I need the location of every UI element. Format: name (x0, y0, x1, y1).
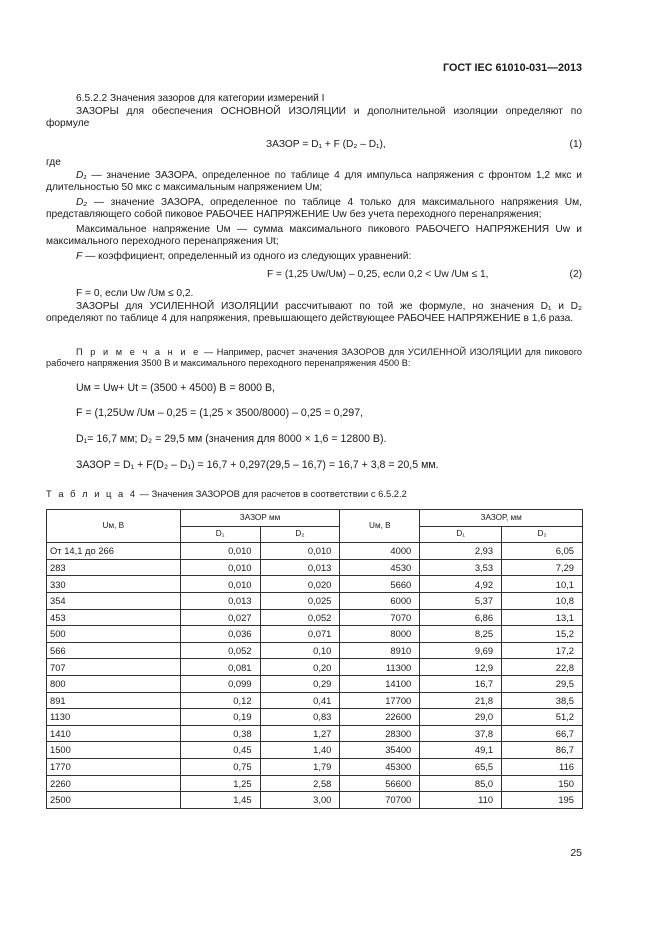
table-cell: 2500 (47, 792, 181, 809)
header-um-2: Uм, В (340, 510, 420, 543)
table-cell: 14100 (340, 675, 420, 692)
clearance-table (46, 509, 583, 809)
table-row (47, 592, 583, 609)
table-cell: 195 (502, 792, 583, 809)
table-cell: 70700 (340, 792, 420, 809)
table-row (47, 758, 583, 775)
table-cell: 21,8 (420, 692, 502, 709)
formula-3: F = 0, если Uw /Uм ≤ 0,2. (76, 288, 194, 299)
table-cell: 0,025 (260, 592, 340, 609)
table-cell: 6,05 (502, 543, 583, 560)
table-cell: 4000 (340, 543, 420, 560)
table-cell: 891 (47, 692, 181, 709)
table-cell: 85,0 (420, 775, 502, 792)
table-cell: 110 (420, 792, 502, 809)
table-cell: 354 (47, 592, 181, 609)
table-cell: 2,93 (420, 543, 502, 560)
table-cell: 17,2 (502, 642, 583, 659)
table-cell: 6000 (340, 592, 420, 609)
note: П р и м е ч а н и е — Например, расчет значения ЗАЗОРОВ для УСИЛЕННОЙ ИЗОЛЯЦИИ для пикового рабочего напряжения 3500 В и максимального переходного перенапряжения 4500 В: (46, 347, 582, 369)
table-row (47, 775, 583, 792)
table-cell: 0,010 (260, 543, 340, 560)
table-cell: 22600 (340, 709, 420, 726)
table-row (47, 692, 583, 709)
example-line-3: D₁= 16,7 мм; D₂ = 29,5 мм (значения для 8000 × 1,6 = 12800 В). (76, 433, 387, 445)
table-cell: 4530 (340, 559, 420, 576)
paragraph-1: ЗАЗОРЫ для обеспечения ОСНОВНОЙ ИЗОЛЯЦИИ и дополнительной изоляции определяют по формуле (46, 106, 582, 130)
table-cell: 0,010 (180, 559, 260, 576)
header-d2-2: D₂ (502, 526, 583, 543)
section-title: 6.5.2.2 Значения зазоров для категории измерений I (76, 93, 325, 104)
header-zazor-2: ЗАЗОР, мм (420, 510, 583, 527)
table-cell: 45300 (340, 758, 420, 775)
table-cell: 3,00 (260, 792, 340, 809)
table-cell: 0,081 (180, 659, 260, 676)
table-cell: 500 (47, 626, 181, 643)
table-cell: 0,010 (180, 543, 260, 560)
page-number: 25 (570, 847, 582, 859)
table-row (47, 709, 583, 726)
table-cell: 4,92 (420, 576, 502, 593)
formula-2: F = (1,25 Uw/Uм) – 0,25, если 0,2 < Uw /Uм ≤ 1, (267, 269, 489, 280)
definition-um: Максимальное напряжение Uм — сумма максимального пикового РАБОЧЕГО НАПРЯЖЕНИЯ Uw и максимального переходного перенапряжения Ut; (46, 224, 582, 248)
table-cell: От 14,1 до 266 (47, 543, 181, 560)
table-cell: 0,099 (180, 675, 260, 692)
table-cell: 3,53 (420, 559, 502, 576)
table-cell: 0,75 (180, 758, 260, 775)
table-cell: 1,25 (180, 775, 260, 792)
table-cell: 0,010 (180, 576, 260, 593)
table-cell: 8000 (340, 626, 420, 643)
table-cell: 8,25 (420, 626, 502, 643)
table-cell: 49,1 (420, 742, 502, 759)
example-line-1: Uм = Uw+ Ut = (3500 + 4500) В = 8000 В, (76, 382, 275, 394)
table-cell: 38,5 (502, 692, 583, 709)
symbol-f: F (76, 251, 83, 262)
table-cell: 0,013 (260, 559, 340, 576)
table-cell: 29,0 (420, 709, 502, 726)
table-cell: 5660 (340, 576, 420, 593)
table-cell: 13,1 (502, 609, 583, 626)
header-um: Uм, В (47, 510, 181, 543)
header-zazor: ЗАЗОР мм (180, 510, 340, 527)
table-cell: 22,8 (502, 659, 583, 676)
table-cell: 9,69 (420, 642, 502, 659)
table-cell: 12,9 (420, 659, 502, 676)
header-d1-2: D₁ (420, 526, 502, 543)
table-cell: 6,86 (420, 609, 502, 626)
table-cell: 1500 (47, 742, 181, 759)
table-cell: 0,013 (180, 592, 260, 609)
table-row (47, 626, 583, 643)
table-row (47, 609, 583, 626)
table-row (47, 675, 583, 692)
table-row (47, 725, 583, 742)
table-cell: 0,12 (180, 692, 260, 709)
table-cell: 35400 (340, 742, 420, 759)
paragraph-2: ЗАЗОРЫ для УСИЛЕННОЙ ИЗОЛЯЦИИ рассчитывают по той же формуле, но значения D₁ и D₂ определяют по таблице 4 для напряжения, превышающего действующее РАБОЧЕЕ НАПРЯЖЕНИЕ в 1,6 раза. (46, 301, 582, 325)
table-row (47, 742, 583, 759)
table-cell: 283 (47, 559, 181, 576)
where-label: где (46, 157, 61, 168)
table-cell: 11300 (340, 659, 420, 676)
table-cell: 86,7 (502, 742, 583, 759)
table-cell: 8910 (340, 642, 420, 659)
formula-2-number: (2) (569, 269, 582, 280)
table-cell: 0,38 (180, 725, 260, 742)
header-d1: D₁ (180, 526, 260, 543)
definition-d2: D₂ — значение ЗАЗОРА, определенное по таблице 4 только для максимального напряжения Uм, представляющего собой пиковое РАБОЧЕЕ НАПРЯЖЕНИЕ Uw без учета переходного перенапряжения; (46, 197, 582, 221)
table-cell: 29,5 (502, 675, 583, 692)
table-cell: 0,052 (260, 609, 340, 626)
table-caption-label: Т а б л и ц а 4 (46, 488, 138, 499)
table-cell: 1,79 (260, 758, 340, 775)
table-caption: Т а б л и ц а 4 — Значения ЗАЗОРОВ для расчетов в соответствии с 6.5.2.2 (46, 488, 407, 499)
symbol-d2: D₂ (76, 197, 88, 208)
table-cell: 0,071 (260, 626, 340, 643)
table-cell: 0,83 (260, 709, 340, 726)
table-body (47, 543, 583, 809)
table-row (47, 543, 583, 560)
table-cell: 0,19 (180, 709, 260, 726)
table-cell: 1130 (47, 709, 181, 726)
table-cell: 5,37 (420, 592, 502, 609)
table-cell: 707 (47, 659, 181, 676)
definition-d1: D₁ — значение ЗАЗОРА, определенное по таблице 4 для импульса напряжения с фронтом 1,2 мкс и длительностью 50 мкс с максимальным напряжением Uм; (46, 170, 582, 194)
table-row (47, 659, 583, 676)
table-cell: 17700 (340, 692, 420, 709)
note-label: П р и м е ч а н и е (76, 347, 201, 357)
table-cell: 800 (47, 675, 181, 692)
table-cell: 0,027 (180, 609, 260, 626)
table-cell: 10,1 (502, 576, 583, 593)
table-cell: 37,8 (420, 725, 502, 742)
table-cell: 0,052 (180, 642, 260, 659)
header-d2: D₂ (260, 526, 340, 543)
table-cell: 65,5 (420, 758, 502, 775)
table-cell: 51,2 (502, 709, 583, 726)
table-cell: 28300 (340, 725, 420, 742)
example-line-4: ЗАЗОР = D₁ + F(D₂ – D₁) = 16,7 + 0,297(29,5 – 16,7) = 16,7 + 3,8 = 20,5 мм. (76, 459, 439, 471)
table-cell: 150 (502, 775, 583, 792)
table-cell: 330 (47, 576, 181, 593)
table-cell: 16,7 (420, 675, 502, 692)
symbol-d1: D₁ (76, 170, 87, 181)
table-row (47, 576, 583, 593)
table-cell: 2260 (47, 775, 181, 792)
table-cell: 0,41 (260, 692, 340, 709)
formula-1-number: (1) (569, 139, 582, 150)
table-cell: 10,8 (502, 592, 583, 609)
table-cell: 7070 (340, 609, 420, 626)
table-row (47, 559, 583, 576)
table-cell: 1,27 (260, 725, 340, 742)
table-row (47, 642, 583, 659)
table-cell: 453 (47, 609, 181, 626)
table-cell: 0,45 (180, 742, 260, 759)
table-cell: 0,10 (260, 642, 340, 659)
table-cell: 66,7 (502, 725, 583, 742)
table-cell: 0,20 (260, 659, 340, 676)
example-line-2: F = (1,25Uw /Uм – 0,25 = (1,25 × 3500/8000) – 0,25 = 0,297, (76, 407, 364, 419)
table-row (47, 792, 583, 809)
table-cell: 1410 (47, 725, 181, 742)
table-cell: 1,40 (260, 742, 340, 759)
table-cell: 566 (47, 642, 181, 659)
document-code: ГОСТ IEC 61010-031—2013 (443, 62, 582, 74)
formula-1: ЗАЗОР = D₁ + F (D₂ – D₁), (266, 139, 386, 150)
table-cell: 2,58 (260, 775, 340, 792)
table-cell: 1770 (47, 758, 181, 775)
table-cell: 0,020 (260, 576, 340, 593)
table-cell: 15,2 (502, 626, 583, 643)
table-cell: 0,29 (260, 675, 340, 692)
definition-f: F — коэффициент, определенный из одного из следующих уравнений: (76, 251, 412, 262)
table-cell: 1,45 (180, 792, 260, 809)
table-cell: 0,036 (180, 626, 260, 643)
table-cell: 7,29 (502, 559, 583, 576)
table-cell: 116 (502, 758, 583, 775)
table-cell: 56600 (340, 775, 420, 792)
